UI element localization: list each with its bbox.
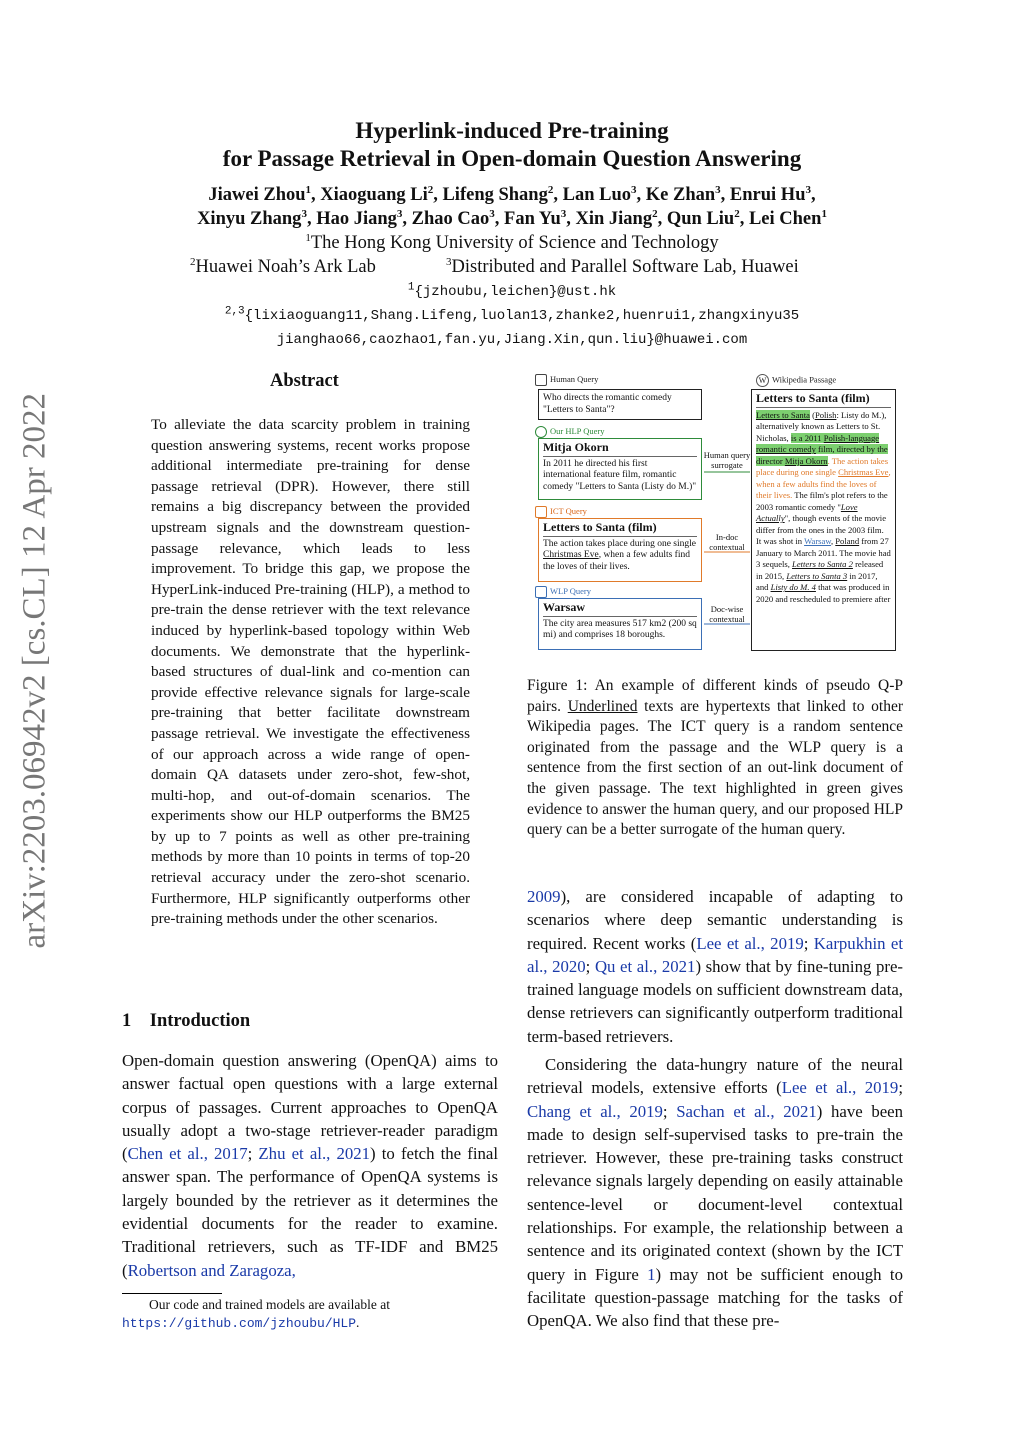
citation-link[interactable]: Zhu et al., 2021: [258, 1144, 371, 1164]
footnote: [122, 1296, 498, 1333]
email-line-3: jianghao66,caozhao1,fan.yu,Jiang.Xin,qun.liu}@huawei.com: [276, 332, 748, 348]
text-span: ) may not be sufficient enough to facilitate question-passage matching for the tasks of OpenQA. We also find that these pre-: [527, 1264, 903, 1331]
text-span: An example of different kinds of pseudo Q-P pairs.: [527, 677, 904, 715]
section-title: Introduction: [149, 1011, 251, 1031]
citation-link[interactable]: Sachan et al., 2021: [676, 1101, 817, 1121]
citation-link[interactable]: Lee et al., 2019: [696, 933, 804, 953]
text-span: ;: [662, 1101, 677, 1121]
document-icon: [535, 506, 547, 518]
text-span: texts are hypertexts that linked to other Wikipedia pages. The ICT query is a random sentence originated from the passage and the WLP query is a sentence from the first section of an out-link document of the given passage. The text highlighted in green gives evidence to answer the human query, and our proposed HLP query can be a better surrogate of the human query.: [527, 697, 903, 839]
figure-1: [530, 372, 902, 662]
author-sup: 2: [547, 183, 554, 196]
affiliation-1: [0, 231, 1024, 255]
text-span: (: [809, 409, 815, 420]
section-number: 1: [122, 1011, 132, 1031]
hl-span: Mitja Okorn: [784, 455, 828, 466]
affil-sup: 2: [190, 255, 196, 268]
wiki-title: Letters to Santa (film): [756, 391, 870, 405]
section-heading-intro: [122, 1011, 250, 1032]
email-sup: 2,3: [224, 305, 245, 318]
author-line-2: Xinyu Zhang$^3$, Hao Jiang$^3$, Zhao Cao$^3$, Fan Yu$^3$, Xin Jiang$^2$, Qun Liu$^2$, Lei Chen$^1$: [197, 207, 827, 229]
author: Lei Chen: [748, 209, 822, 229]
caption-label: Figure 1:: [527, 677, 588, 694]
citation-link[interactable]: Chang et al., 2019: [527, 1101, 663, 1121]
affil-text: Distributed and Parallel Software Lab, Huawei: [451, 257, 799, 277]
text-span: from 27 January to March 2011. The movie had 3 sequels,: [756, 536, 891, 569]
human-query-text: Who directs the romantic comedy "Letters to Santa"?: [543, 393, 672, 415]
ict-span: . The action takes place during one single: [756, 455, 889, 477]
text-span: , when a few adults find the loves of their lives.: [543, 550, 690, 572]
affil-text: The Hong Kong University of Science and Technology: [310, 233, 719, 253]
author-sup: 3: [301, 207, 307, 220]
author: Lifeng Shang: [442, 185, 548, 205]
citation-link[interactable]: Lee et al., 2019: [781, 1078, 899, 1098]
figure-ref-link[interactable]: 1: [647, 1264, 656, 1284]
label-text: Wikipedia Passage: [772, 374, 837, 385]
author-sup: 3: [631, 183, 637, 196]
author: Enrui Hu: [729, 185, 806, 205]
right-paragraph-1: [527, 885, 903, 1048]
author: Xiaoguang Li: [320, 185, 428, 205]
ict-title: Letters to Santa (film): [543, 520, 657, 534]
wlp-text: The city area measures 517 km2 (200 sq mi) and comprises 18 boroughs.: [543, 618, 697, 640]
text-span: ;: [898, 1078, 903, 1098]
hl-span: is a 2011: [790, 432, 824, 443]
right-paragraph-2: [527, 1053, 903, 1333]
footnote-text: Our code and trained models are available at: [149, 1297, 391, 1312]
affil-sup: 1: [305, 231, 311, 244]
link-icon: [535, 426, 547, 438]
citation-link[interactable]: Karpukhin et al., 2020: [527, 933, 903, 976]
hlp-query-box: [538, 438, 702, 500]
email-line-2: [0, 305, 1024, 324]
email-text: {jzhoubu,leichen}@ust.hk: [414, 284, 617, 300]
author-sup: 3: [805, 183, 811, 196]
text-span: ;: [247, 1144, 259, 1164]
citation-link[interactable]: 2009: [527, 887, 561, 906]
email-line-1: [0, 281, 1024, 300]
wiki-text: [752, 408, 895, 608]
text-span: ), are considered incapable of adapting to scenarios where deep semantic understanding is required. Recent works (: [527, 887, 903, 953]
text-span: ;: [585, 956, 595, 976]
paper-title-line2: for Passage Retrieval in Open-domain Question Answering: [222, 146, 802, 171]
paper-title-line1: Hyperlink-induced Pre-training: [355, 118, 669, 143]
author: Xinyu Zhang: [197, 209, 302, 229]
author: Zhao Cao: [411, 209, 490, 229]
affil-text: Huawei Noah’s Ark Lab: [195, 257, 376, 277]
text-span: released in 2015,: [756, 559, 884, 581]
text-span: that was produced in 2020 and rescheduled to premiere after: [756, 582, 891, 604]
person-icon: [535, 374, 547, 386]
author-sup: 3: [715, 183, 721, 196]
hyperlink-text: Love Actually: [756, 501, 858, 523]
hl-span: Polish-language: [823, 432, 880, 443]
side-label-doc-wise: Doc-wise contextual: [709, 604, 745, 624]
human-query-box: [538, 389, 702, 420]
author-sup: 2: [652, 207, 658, 220]
author-sup: 2: [734, 207, 740, 220]
author-sup: 1: [821, 207, 827, 220]
hlp-title: Mitja Okorn: [543, 440, 609, 454]
abstract-heading: Abstract: [270, 371, 339, 391]
relation-arrows: [702, 432, 754, 652]
hl-span: film, directed by the director: [756, 444, 888, 466]
author-line-1: Jiawei Zhou$^1$, Xiaoguang Li$^2$, Lifeng Shang$^2$, Lan Luo$^3$, Ke Zhan$^3$, Enrui Hu$^3$,: [208, 183, 816, 205]
hlp-query-label: [535, 426, 604, 438]
side-label-human-surrogate: Human query surrogate: [703, 450, 751, 470]
footnote-end: .: [356, 1315, 360, 1330]
author: Qun Liu: [666, 209, 735, 229]
email-sup: 1: [407, 281, 415, 294]
author: Xin Jiang: [575, 209, 653, 229]
text-span: Open-domain question answering (OpenQA) aims to answer factual open questions with a large external corpus of passages. Current approaches to OpenQA usually adopt a two-stage retriever-reader paradigm (: [122, 1051, 498, 1164]
hlp-text: In 2011 he directed his first international feature film, romantic comedy "Letters to Santa (Listy do M.)": [543, 458, 697, 492]
label-text: Human Query: [550, 374, 599, 384]
side-label-in-doc: In-doc contextual: [709, 532, 745, 552]
affiliation-2: [190, 255, 376, 279]
hyperlink-text: Letters to Santa 2: [792, 559, 853, 569]
wikipedia-icon: W: [756, 374, 769, 387]
author-sup: 3: [396, 207, 403, 220]
author-sup: 1: [305, 183, 312, 196]
hl-span: Letters to Santa: [756, 409, 810, 420]
label-text: Our HLP Query: [550, 426, 605, 436]
label-text: WLP Query: [550, 586, 591, 596]
text-span: in 2017, and: [756, 570, 878, 592]
author: Fan Yu: [504, 209, 561, 229]
wlp-query-box: [538, 598, 702, 650]
abstract-text: To alleviate the data scarcity problem in training question answering systems, recent works propose additional intermediate pre-training for dense passage retrieval (DPR). However, there still remains a big discrepancy between the provided upstream signals and the downstream question-passage relevance, which leads to less improvement. To bridge this gap, we propose the HyperLink-induced Pre-training (HLP), a method to pre-train the dense retriever with the text relevance induced by hyperlink-based topology within Web documents. We demonstrate that the hyperlink-based structures of dual-link and co-mention can provide effective relevance signals for large-scale pre-training that better facilitate downstream passage retrieval. We investigate the effectiveness of our approach across a wide range of open-domain QA datasets under zero-shot, few-shot, multi-hop, and out-of-domain scenarios. The experiments show our HLP outperforms the BM25 by up to 7 points as well as other pre-training methods by more than 10 points in terms of top-20 retrieval accuracy under the zero-shot scenario. Furthermore, HLP significantly outperforms other pre-training methods under the other scenarios.: [151, 416, 470, 928]
wlp-title: Warsaw: [543, 600, 585, 614]
text-span: ,: [830, 536, 836, 546]
ict-span: Christmas Eve: [838, 467, 889, 477]
hl-span: romantic comedy: [756, 444, 816, 454]
hyperlink-text: Warsaw: [804, 536, 831, 546]
author: Ke Zhan: [645, 185, 716, 205]
underlined-text: Underlined: [567, 697, 638, 715]
citation-link[interactable]: Robertson and Zaragoza,: [127, 1260, 296, 1280]
author-sup: 2: [427, 183, 434, 196]
author-sup: 3: [489, 207, 495, 220]
author: Jiawei Zhou: [208, 185, 306, 205]
email-text: {lixiaoguang11,Shang.Lifeng,luolan13,zhanke2,huenrui1,zhangxinyu35: [244, 308, 800, 324]
hyperlink-text: Polish: [814, 409, 837, 420]
ict-query-label: [535, 506, 587, 518]
text-span: The film's plot refers to the 2003 romantic comedy ": [756, 490, 888, 512]
text-span: The action takes place during one single: [543, 538, 697, 549]
hyperlink-text: Poland: [835, 536, 860, 546]
figure-caption: [527, 676, 903, 841]
text-span: : Listy do M.), alternatively known as Letters to St. Nicholas,: [756, 409, 887, 443]
wikipedia-passage-label: [756, 374, 836, 387]
text-span: Considering the data-hungry nature of the neural retrieval models, extensive efforts (: [527, 1055, 903, 1098]
text-span: ) have been made to design self-supervised tasks to pre-train the retriever. However, these pre-training tasks construct relevance signals largely depending on easily attainable sentence-level or document-level contextual relationships. For example, the relationship between a sentence and its originated context (shown by the ICT query in Figure: [527, 1101, 904, 1284]
human-query-label: [535, 374, 598, 386]
text-span: ) show that by fine-tuning pre-trained language models on sufficient downstream data, dense retrievers can significantly outperform traditional term-based retrievers.: [527, 956, 903, 1046]
document-icon: [535, 586, 547, 598]
footnote-rule: [122, 1293, 222, 1294]
author-sup: 3: [560, 207, 567, 220]
author: Lan Luo: [562, 185, 631, 205]
hyperlink-text: Letters to Santa 3: [786, 570, 848, 581]
wikipedia-passage-box: [751, 389, 896, 651]
intro-paragraph-1: [122, 1049, 498, 1282]
affil-sup: 3: [446, 255, 452, 268]
footnote-url-link[interactable]: https://github.com/jzhoubu/HLP: [122, 1316, 357, 1331]
arxiv-stamp: arXiv:2203.06942v2 [cs.CL] 12 Apr 2022: [16, 393, 53, 949]
affiliation-3: [446, 255, 799, 279]
ict-text: [539, 537, 701, 576]
text-span: ) to fetch the final answer span. The performance of OpenQA systems is largely bounded by the retriever as it determines the evidential documents for the reader to examine. Traditional retrievers, such as TF-IDF and BM25 (: [122, 1144, 499, 1280]
hyperlink-text: Christmas Eve: [543, 550, 599, 560]
label-text: ICT Query: [550, 506, 587, 516]
text-span: ", though events of the movie differ from the ones in the 2003 film. It was shot in: [756, 513, 887, 546]
citation-link[interactable]: Qu et al., 2021: [594, 956, 696, 976]
ict-query-box: [538, 518, 702, 582]
wlp-query-label: [535, 586, 591, 598]
citation-link[interactable]: Chen et al., 2017: [127, 1144, 248, 1164]
text-span: ;: [803, 933, 814, 953]
author: Hao Jiang: [316, 209, 397, 229]
hyperlink-text: Listy do M. 4: [770, 582, 816, 592]
ict-span: , when a few adults find the loves of their lives.: [756, 467, 891, 500]
